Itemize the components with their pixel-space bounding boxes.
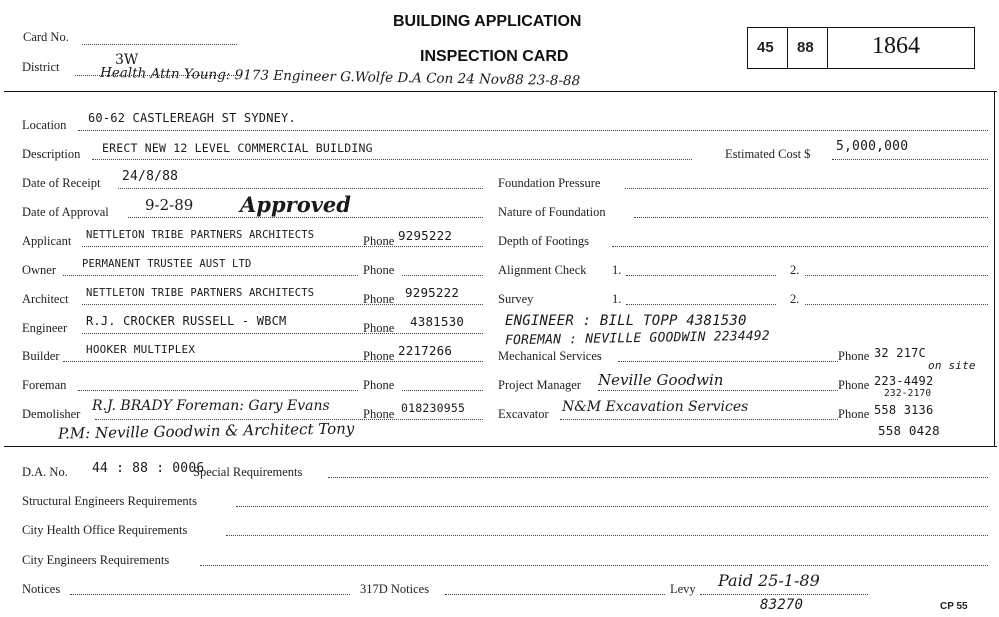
structural-line	[236, 506, 988, 507]
date-receipt-value: 24/8/88	[122, 169, 179, 184]
excavator-phone2: 558 0428	[878, 423, 940, 438]
foreman-phone-line	[402, 390, 483, 391]
engineer-phone-label: Phone	[363, 321, 395, 335]
architect-label: Architect	[22, 292, 69, 306]
demolisher-phone-label: Phone	[363, 407, 395, 421]
header-annotation: Health Attn Young: 9173 Engineer G.Wolfe D.A Con 24 Nov88 23-8-88	[99, 64, 581, 90]
foreman-note: FOREMAN : NEVILLE GOODWIN 2234492	[504, 328, 771, 349]
estimated-cost-label: Estimated Cost $	[725, 147, 811, 161]
excavator-line	[560, 419, 838, 420]
alignment-line1	[626, 275, 776, 276]
alignment-line2	[805, 275, 988, 276]
description-label: Description	[22, 147, 81, 161]
date-approval-line	[128, 217, 483, 218]
builder-line	[63, 361, 483, 362]
applicant-value: NETTLETON TRIBE PARTNERS ARCHITECTS	[86, 229, 315, 241]
pm-line	[598, 390, 838, 391]
engineer-line	[82, 333, 483, 334]
form-code: CP 55	[940, 601, 968, 612]
date-approval-value: 9-2-89	[145, 196, 194, 214]
title-line2: INSPECTION CARD	[420, 48, 569, 65]
header-rule	[4, 91, 997, 92]
survey-line1	[626, 304, 776, 305]
notices-label: Notices	[22, 582, 61, 596]
foundation-pressure-line	[625, 188, 988, 189]
foreman-line	[78, 390, 358, 391]
description-line	[92, 159, 692, 160]
health-label: City Health Office Requirements	[22, 523, 188, 537]
district-value: 3W	[115, 52, 139, 68]
applicant-label: Applicant	[22, 234, 72, 248]
excavator-phone-label: Phone	[838, 407, 870, 421]
location-value: 60-62 CASTLEREAGH ST SYDNEY.	[88, 111, 296, 125]
nature-foundation-label: Nature of Foundation	[498, 205, 606, 219]
estimated-cost-line	[832, 159, 988, 160]
city-eng-label: City Engineers Requirements	[22, 553, 170, 567]
card-number-box	[747, 27, 975, 69]
builder-value: HOOKER MULTIPLEX	[86, 343, 196, 356]
pm-label: Project Manager	[498, 378, 581, 392]
card-no-line	[82, 44, 237, 45]
notices-317d-line	[445, 594, 665, 595]
notices-line	[70, 594, 350, 595]
pm-phone2: 232-2170	[884, 388, 932, 399]
survey-num2: 2.	[790, 292, 800, 306]
survey-num1: 1.	[612, 292, 622, 306]
city-eng-line	[200, 565, 988, 566]
architect-line	[82, 304, 483, 305]
mech-phone-label: Phone	[838, 349, 870, 363]
owner-label: Owner	[22, 263, 57, 277]
foundation-pressure-label: Foundation Pressure	[498, 176, 601, 190]
demolisher-label: Demolisher	[22, 407, 81, 421]
architect-phone: 9295222	[405, 285, 460, 300]
box-divider	[787, 27, 788, 69]
approved-note: Approved	[240, 192, 351, 217]
demolisher-line2: P.M: Neville Goodwin & Architect Tony	[57, 419, 355, 443]
owner-value: PERMANENT TRUSTEE AUST LTD	[82, 258, 252, 270]
box1-value: 45	[757, 39, 774, 56]
box-divider	[827, 27, 828, 69]
survey-line2	[805, 304, 988, 305]
mech-label: Mechanical Services	[498, 349, 602, 363]
demolisher-phone: 018230955	[401, 401, 466, 415]
district-label: District	[22, 60, 60, 74]
right-border	[994, 91, 995, 446]
date-approval-label: Date of Approval	[22, 205, 109, 219]
foreman-phone-label: Phone	[363, 378, 395, 392]
middle-rule	[4, 446, 997, 447]
mech-line	[618, 361, 838, 362]
date-receipt-label: Date of Receipt	[22, 176, 101, 190]
estimated-cost-value: 5,000,000	[836, 139, 909, 154]
location-label: Location	[22, 118, 67, 132]
engineer-phone: 4381530	[410, 314, 465, 329]
owner-line	[63, 275, 358, 276]
depth-footings-line	[612, 246, 988, 247]
levy-label: Levy	[670, 582, 696, 596]
pm-value: Neville Goodwin	[598, 371, 724, 389]
excavator-label: Excavator	[498, 407, 549, 421]
box2-value: 88	[797, 39, 814, 56]
card-no-label: Card No.	[23, 30, 69, 44]
location-line	[78, 130, 988, 131]
pm-phone: 223-4492	[874, 374, 934, 388]
on-site-note: on site	[928, 359, 976, 372]
structural-label: Structural Engineers Requirements	[22, 494, 197, 508]
survey-label: Survey	[498, 292, 534, 306]
applicant-line	[82, 246, 483, 247]
da-value: 44 : 88 : 0006	[92, 461, 205, 476]
mech-phone: 32 217C	[874, 346, 926, 360]
card-number: 1864	[872, 33, 920, 59]
da-label: D.A. No.	[22, 465, 68, 479]
applicant-phone: 9295222	[398, 228, 453, 243]
levy-number: 83270	[760, 597, 804, 613]
special-label: Special Requirements	[193, 465, 303, 479]
architect-phone-label: Phone	[363, 292, 395, 306]
pm-phone-label: Phone	[838, 378, 870, 392]
builder-label: Builder	[22, 349, 60, 363]
engineer-label: Engineer	[22, 321, 68, 335]
alignment-num1: 1.	[612, 263, 622, 277]
levy-line	[700, 594, 868, 595]
alignment-label: Alignment Check	[498, 263, 587, 277]
builder-phone: 2217266	[398, 343, 453, 358]
builder-phone-label: Phone	[363, 349, 395, 363]
description-value: ERECT NEW 12 LEVEL COMMERCIAL BUILDING	[102, 141, 373, 155]
applicant-phone-label: Phone	[363, 234, 395, 248]
owner-phone-label: Phone	[363, 263, 395, 277]
title-line1: BUILDING APPLICATION	[393, 13, 582, 30]
excavator-value: N&M Excavation Services	[562, 399, 749, 415]
excavator-phone: 558 3136	[874, 403, 934, 417]
foreman-label: Foreman	[22, 378, 67, 392]
engineer-note: ENGINEER : BILL TOPP 4381530	[505, 313, 747, 329]
engineer-value: R.J. CROCKER RUSSELL - WBCM	[86, 314, 287, 328]
depth-footings-label: Depth of Footings	[498, 234, 589, 248]
architect-value: NETTLETON TRIBE PARTNERS ARCHITECTS	[86, 287, 315, 299]
levy-value: Paid 25-1-89	[718, 571, 820, 590]
alignment-num2: 2.	[790, 263, 800, 277]
nature-foundation-line	[634, 217, 988, 218]
demolisher-value: R.J. BRADY Foreman: Gary Evans	[92, 398, 330, 414]
special-line	[328, 477, 988, 478]
owner-phone-line	[402, 275, 483, 276]
date-receipt-line	[118, 188, 483, 189]
notices-317d-label: 317D Notices	[360, 582, 430, 596]
health-line	[226, 535, 988, 536]
